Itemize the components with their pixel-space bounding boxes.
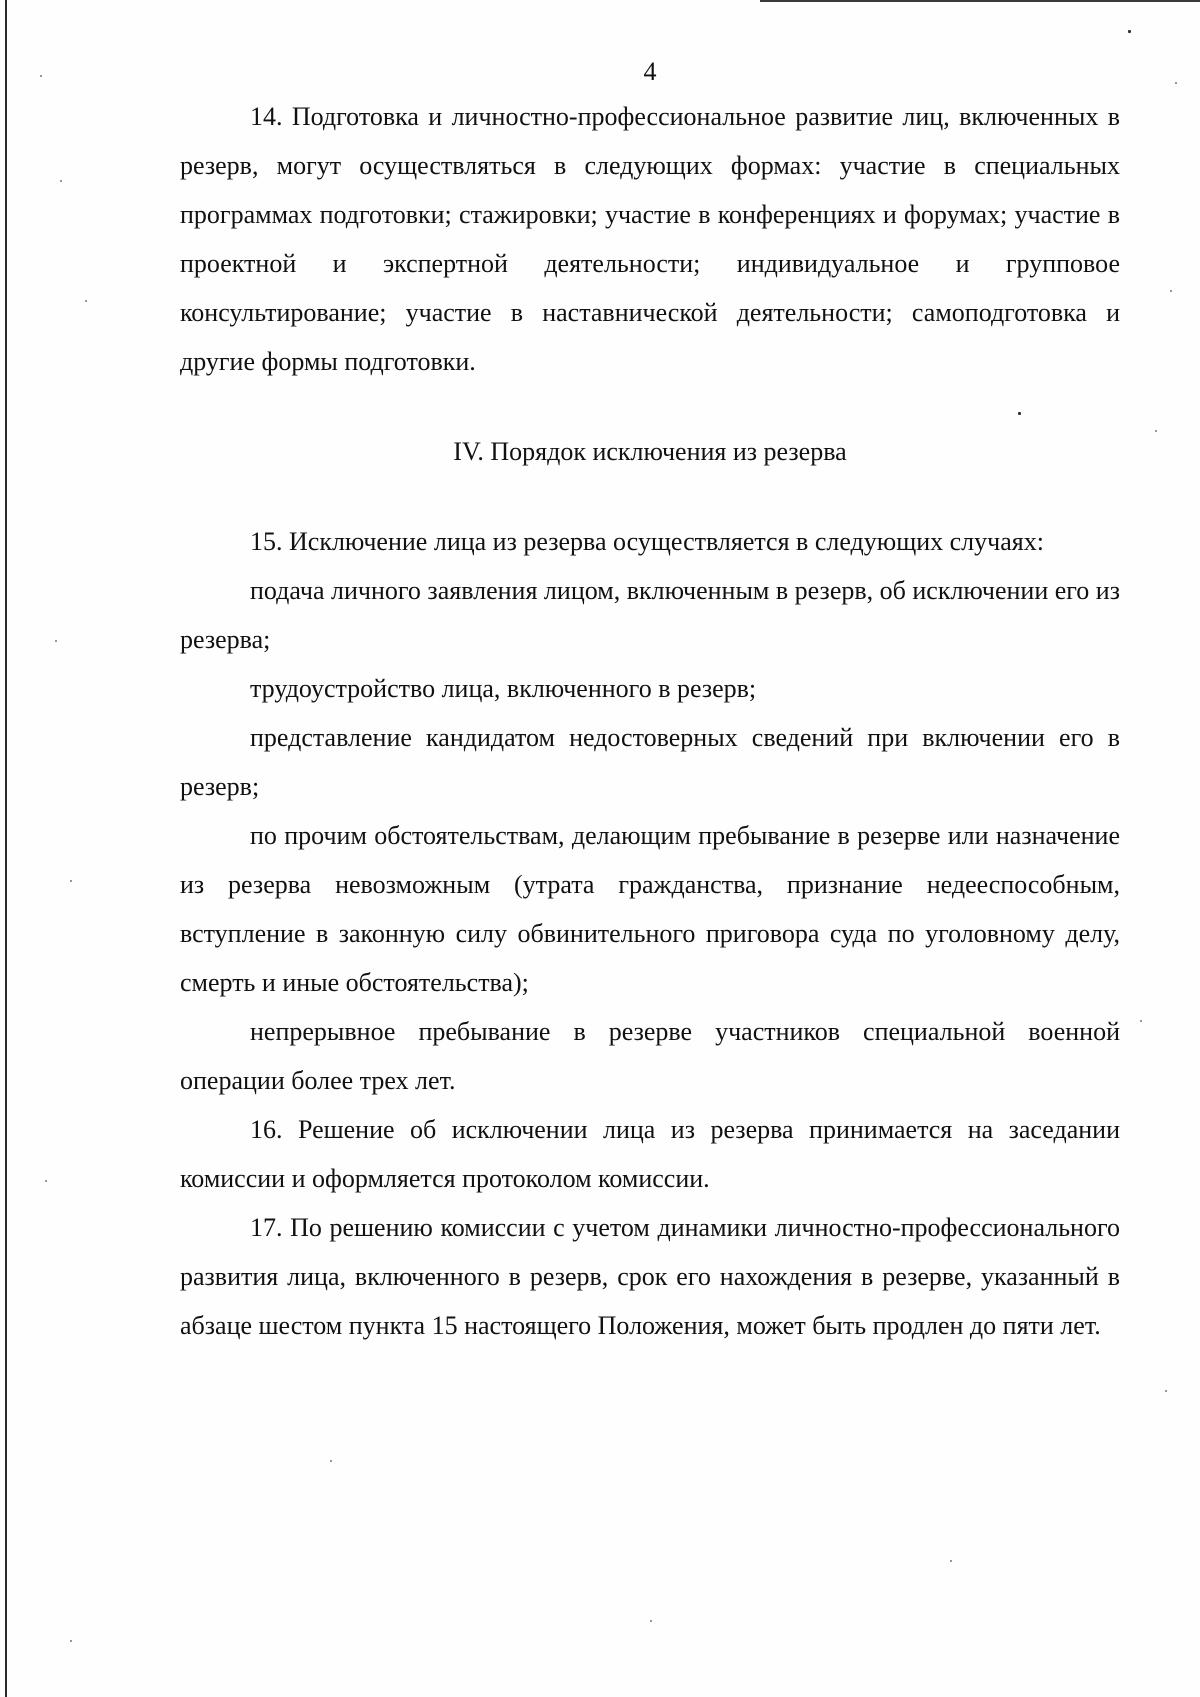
paragraph-17: 17. По решению комиссии с учетом динамики личностно-профессионального развития лица, включенного в резерв, срок его нахождения в резерве, указанный в абзаце шестом пункта 15 настоящего Положения, может быть продлен до пяти лет. [180,1213,1120,1340]
scan-top-edge [760,0,1200,2]
scan-speck [1165,1390,1167,1392]
scan-speck [70,880,72,882]
scan-speck [1140,1020,1142,1022]
scan-speck [650,1620,652,1622]
scan-speck [40,75,42,77]
scan-speck [1018,412,1021,415]
paragraph-15-item-2: трудоустройство лица, включенного в резерв; [250,674,757,703]
scan-speck [1128,30,1131,33]
paragraph-16: 16. Решение об исключении лица из резерва принимается на заседании комиссии и оформляется протоколом комиссии. [180,1115,1120,1193]
document-body [180,58,1120,1350]
scan-speck [45,1180,47,1182]
paragraph-15-item-4: по прочим обстоятельствам, делающим пребывание в резерве или назначение из резерва невозможным (утрата гражданства, признание недееспособным, вступление в законную силу обвинительного приговора суда по уголовному делу, смерть и иные обстоятельства); [180,821,1120,997]
scan-speck [1155,430,1157,432]
paragraph-14: 14. Подготовка и личностно-профессиональное развитие лиц, включенных в резерв, могут осуществляться в следующих формах: участие в специальных программах подготовки; стажировки; участие в конференциях и форумах; участие в проектной и экспертной деятельности; индивидуальное и групповое консультирование; участие в наставнической деятельности; самоподготовка и другие формы подготовки. [180,102,1120,376]
scan-speck [950,1560,952,1562]
scan-speck [330,1460,332,1462]
scan-speck [1175,82,1177,84]
scan-speck [60,180,62,182]
section-heading: IV. Порядок исключения из резерва [453,437,847,466]
paragraph-15-item-3: представление кандидатом недостоверных сведений при включении его в резерв; [180,723,1120,801]
paragraph-15-item-1: подача личного заявления лицом, включенным в резерв, об исключении его из резерва; [180,576,1120,654]
scan-speck [55,640,57,642]
page-number: 4 [643,57,657,86]
paragraph-15-item-5: непрерывное пребывание в резерве участников специальной военной операции более трех лет. [180,1017,1120,1095]
paragraph-15: 15. Исключение лица из резерва осуществляется в следующих случаях: [250,527,1044,556]
scan-speck [85,300,87,302]
scan-speck [70,1640,72,1642]
scan-left-edge [5,0,7,1697]
scan-speck [1170,290,1172,292]
